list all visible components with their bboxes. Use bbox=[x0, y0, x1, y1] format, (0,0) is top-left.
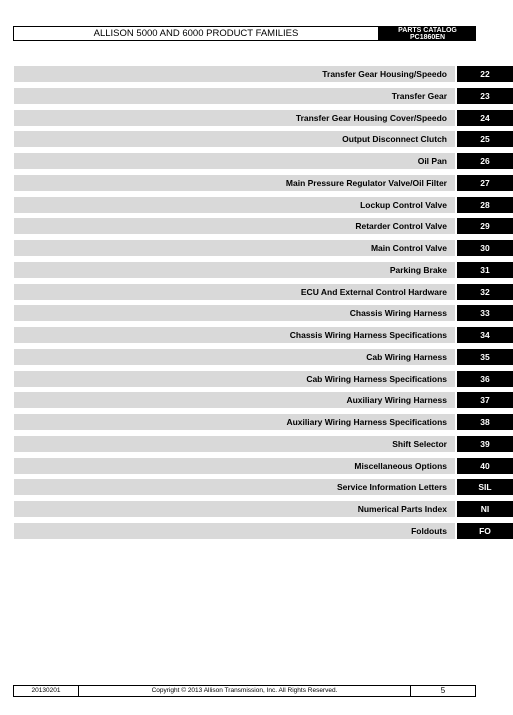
toc-entry-title: Cab Wiring Harness bbox=[366, 351, 447, 362]
toc-entry[interactable] bbox=[14, 197, 513, 213]
toc-entry[interactable] bbox=[14, 479, 513, 495]
toc-entry[interactable] bbox=[14, 305, 513, 321]
toc-entry-page[interactable]: 33 bbox=[457, 305, 513, 321]
toc-entry-title: Transfer Gear Housing/Speedo bbox=[322, 69, 447, 79]
toc-entry-page[interactable]: FO bbox=[457, 523, 513, 539]
toc-entry-bar[interactable] bbox=[14, 305, 455, 321]
toc-entry[interactable] bbox=[14, 523, 513, 539]
toc-entry-title: Chassis Wiring Harness Specifications bbox=[289, 330, 447, 340]
toc-entry[interactable] bbox=[14, 240, 513, 256]
toc-entry-page[interactable]: 32 bbox=[457, 284, 513, 300]
toc-entry[interactable] bbox=[14, 327, 513, 343]
toc-entry-title: Retarder Control Valve bbox=[355, 221, 447, 232]
toc-entry-page[interactable]: 29 bbox=[457, 218, 513, 234]
toc-entry-title: Main Pressure Regulator Valve/Oil Filter bbox=[285, 177, 447, 188]
toc-entry-bar[interactable] bbox=[14, 414, 455, 430]
toc-entry[interactable] bbox=[14, 66, 513, 82]
page-footer bbox=[13, 685, 476, 697]
toc-entry-title: Lockup Control Valve bbox=[360, 199, 447, 210]
toc-entry-bar[interactable] bbox=[14, 218, 455, 234]
toc-entry-bar[interactable] bbox=[14, 110, 455, 126]
toc-entry-page[interactable]: 34 bbox=[457, 327, 513, 343]
footer-page-number: 5 bbox=[410, 686, 475, 696]
toc-entry-bar[interactable] bbox=[14, 197, 455, 213]
toc-entry[interactable] bbox=[14, 284, 513, 300]
toc-entry-page[interactable]: 30 bbox=[457, 240, 513, 256]
document-title: ALLISON 5000 AND 6000 PRODUCT FAMILIES bbox=[13, 26, 379, 41]
toc-entry[interactable] bbox=[14, 458, 513, 474]
toc-entry-title: Service Information Letters bbox=[336, 482, 447, 493]
toc-entry-page[interactable]: 31 bbox=[457, 262, 513, 278]
toc-entry[interactable] bbox=[14, 371, 513, 387]
footer-date: 20130201 bbox=[14, 686, 79, 696]
catalog-number: PC1860EN bbox=[409, 34, 446, 41]
toc-entry-title: Cab Wiring Harness Specifications bbox=[306, 373, 447, 384]
toc-entry-page[interactable]: 38 bbox=[457, 414, 513, 430]
toc-entry-title: Numerical Parts Index bbox=[357, 504, 447, 514]
footer-copyright: Copyright © 2013 Allison Transmission, Inc. All Rights Reserved. bbox=[151, 687, 338, 694]
toc-entry-title: ECU And External Control Hardware bbox=[300, 286, 447, 297]
toc-entry-bar[interactable] bbox=[14, 66, 455, 82]
toc-entry[interactable] bbox=[14, 349, 513, 365]
toc-entry-title: Shift Selector bbox=[392, 438, 447, 449]
toc-entry-bar[interactable] bbox=[14, 392, 455, 408]
toc-entry-bar[interactable] bbox=[14, 262, 455, 278]
toc-entry[interactable] bbox=[14, 88, 513, 104]
table-of-contents bbox=[14, 66, 513, 545]
toc-entry-title: Auxiliary Wiring Harness Specifications bbox=[286, 417, 447, 427]
toc-entry-bar[interactable] bbox=[14, 523, 455, 539]
toc-entry-page[interactable]: 22 bbox=[457, 66, 513, 82]
toc-entry-bar[interactable] bbox=[14, 88, 455, 104]
toc-entry-title: Auxiliary Wiring Harness bbox=[346, 395, 447, 406]
toc-entry[interactable] bbox=[14, 218, 513, 234]
toc-entry-page[interactable]: 26 bbox=[457, 153, 513, 169]
toc-entry-title: Main Control Valve bbox=[370, 243, 447, 253]
toc-entry[interactable] bbox=[14, 131, 513, 147]
toc-entry-title: Output Disconnect Clutch bbox=[342, 134, 447, 145]
toc-entry-page[interactable]: NI bbox=[457, 501, 513, 517]
catalog-label: PARTS CATALOG bbox=[398, 27, 457, 34]
toc-entry-page[interactable]: 25 bbox=[457, 131, 513, 147]
toc-entry-bar[interactable] bbox=[14, 284, 455, 300]
toc-entry[interactable] bbox=[14, 392, 513, 408]
toc-entry-page[interactable]: 23 bbox=[457, 88, 513, 104]
toc-entry-bar[interactable] bbox=[14, 327, 455, 343]
toc-entry-bar[interactable] bbox=[14, 371, 455, 387]
toc-entry-bar[interactable] bbox=[14, 479, 455, 495]
toc-entry-bar[interactable] bbox=[14, 131, 455, 147]
toc-entry[interactable] bbox=[14, 153, 513, 169]
toc-entry[interactable] bbox=[14, 110, 513, 126]
toc-entry-page[interactable]: SIL bbox=[457, 479, 513, 495]
toc-entry[interactable] bbox=[14, 436, 513, 452]
toc-entry-bar[interactable] bbox=[14, 501, 455, 517]
toc-entry-bar[interactable] bbox=[14, 458, 455, 474]
toc-entry[interactable] bbox=[14, 501, 513, 517]
toc-entry-page[interactable]: 40 bbox=[457, 458, 513, 474]
toc-entry-title: Transfer Gear bbox=[391, 90, 447, 101]
toc-entry-title: Chassis Wiring Harness bbox=[349, 308, 447, 319]
toc-entry-title: Parking Brake bbox=[389, 264, 447, 275]
toc-entry-page[interactable]: 27 bbox=[457, 175, 513, 191]
toc-entry-title: Foldouts bbox=[411, 525, 447, 536]
toc-entry-page[interactable]: 37 bbox=[457, 392, 513, 408]
toc-entry-title: Oil Pan bbox=[417, 156, 447, 166]
toc-entry-bar[interactable] bbox=[14, 240, 455, 256]
toc-entry-bar[interactable] bbox=[14, 175, 455, 191]
toc-entry[interactable] bbox=[14, 414, 513, 430]
toc-entry[interactable] bbox=[14, 262, 513, 278]
toc-entry-title: Miscellaneous Options bbox=[354, 460, 447, 471]
toc-entry-bar[interactable] bbox=[14, 349, 455, 365]
toc-entry-page[interactable]: 24 bbox=[457, 110, 513, 126]
toc-entry[interactable] bbox=[14, 175, 513, 191]
toc-entry-page[interactable]: 39 bbox=[457, 436, 513, 452]
toc-entry-bar[interactable] bbox=[14, 153, 455, 169]
toc-entry-bar[interactable] bbox=[14, 436, 455, 452]
toc-entry-page[interactable]: 35 bbox=[457, 349, 513, 365]
toc-entry-page[interactable]: 36 bbox=[457, 371, 513, 387]
toc-entry-page[interactable]: 28 bbox=[457, 197, 513, 213]
catalog-badge bbox=[379, 26, 476, 41]
toc-entry-title: Transfer Gear Housing Cover/Speedo bbox=[295, 112, 447, 123]
